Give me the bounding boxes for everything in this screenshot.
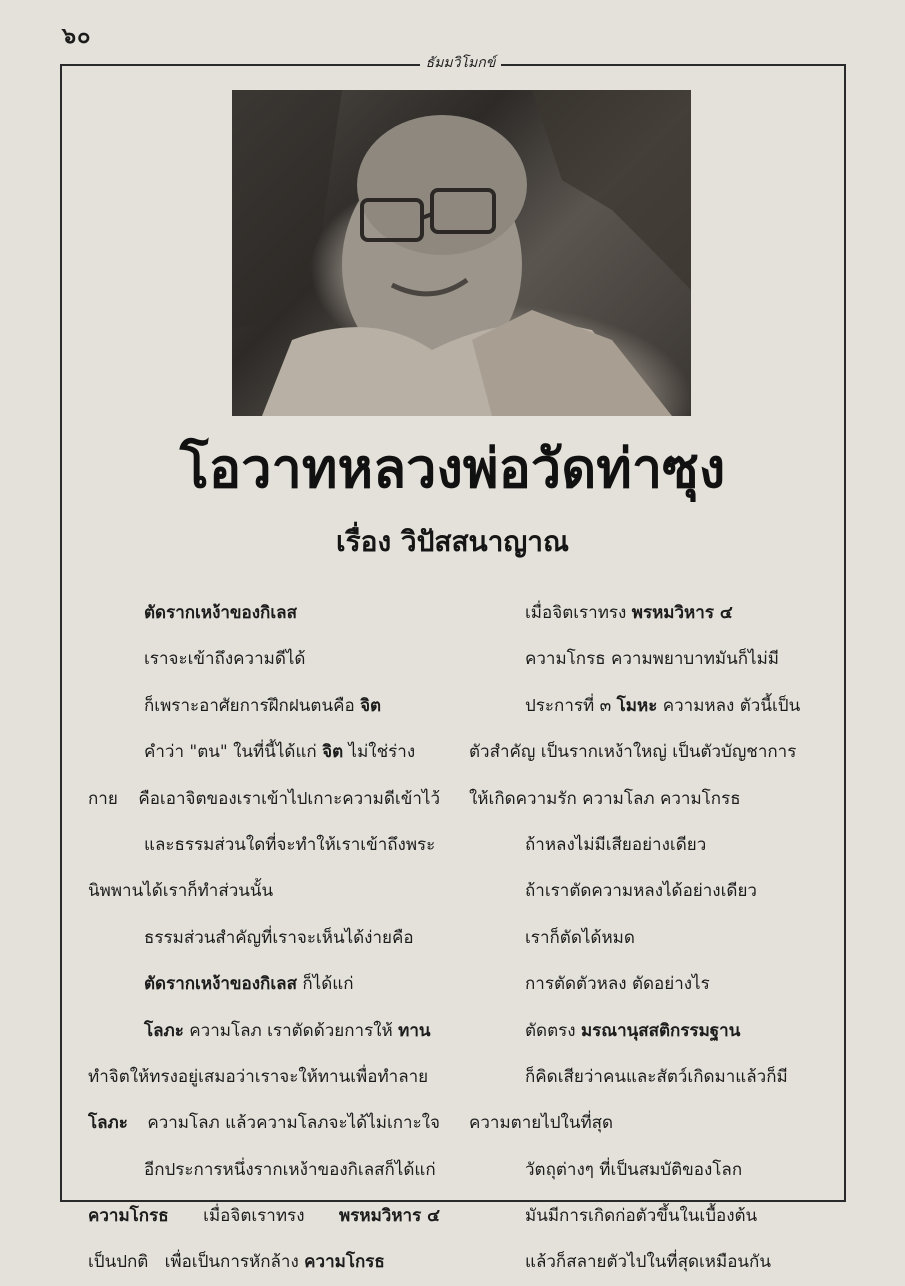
right-line-5: ให้เกิดความรัก ความโลภ ความโกรธ <box>469 788 741 809</box>
running-header <box>0 52 905 74</box>
left-column <box>88 590 440 1286</box>
page-number: ๖๐ <box>62 23 92 49</box>
left-line-5: กาย คือเอาจิตของเราเข้าไปเกาะความดีเข้าไว้ <box>88 788 440 809</box>
article-title: โอวาทหลวงพ่อวัดท่าซุง <box>179 436 726 500</box>
left-line-8: ธรรมส่วนสำคัญที่เราจะเห็นได้ง่ายคือ <box>144 927 414 948</box>
right-line-11: ก็คิดเสียว่าคนและสัตว์เกิดมาแล้วก็มี <box>525 1066 788 1087</box>
left-line-1: ตัดรากเหง้าของกิเลส <box>144 603 297 623</box>
right-line-15: แล้วก็สลายตัวไปในที่สุดเหมือนกัน <box>525 1252 771 1273</box>
left-line-3: ก็เพราะอาศัยการฝึกฝนตนคือ จิต <box>144 695 382 716</box>
portrait-photo <box>232 90 691 416</box>
right-line-13: วัตถุต่างๆ ที่เป็นสมบัติของโลก <box>525 1159 743 1180</box>
left-line-10: โลภะ ความโลภ เราตัดด้วยการให้ ทาน <box>144 1020 431 1041</box>
right-line-2: ความโกรธ ความพยาบาทมันก็ไม่มี <box>525 649 780 670</box>
left-line-6: และธรรมส่วนใดที่จะทำให้เราเข้าถึงพระ <box>144 834 436 855</box>
right-line-6: ถ้าหลงไม่มีเสียอย่างเดียว <box>525 834 707 855</box>
left-line-12: โลภะ ความโลภ แล้วความโลภจะได้ไม่เกาะใจ <box>88 1113 440 1134</box>
article-subtitle: เรื่อง วิปัสสนาญาณ <box>336 525 569 558</box>
left-line-2: เราจะเข้าถึงความดีได้ <box>144 649 306 670</box>
left-line-11: ทำจิตให้ทรงอยู่เสมอว่าเราจะให้ทานเพื่อทำลาย <box>88 1066 429 1087</box>
right-line-7: ถ้าเราตัดความหลงได้อย่างเดียว <box>525 881 757 902</box>
portrait-illustration <box>232 90 691 416</box>
left-line-9: ตัดรากเหง้าของกิเลส ก็ได้แก่ <box>144 974 354 995</box>
left-line-4: คำว่า "ตน" ในที่นี้ได้แก่ จิต ไม่ใช่ร่าง <box>144 742 416 763</box>
right-line-14: มันมีการเกิดก่อตัวขึ้นในเบื้องต้น <box>525 1206 758 1227</box>
right-line-4: ตัวสำคัญ เป็นรากเหง้าใหญ่ เป็นตัวบัญชาการ <box>469 742 797 763</box>
left-line-14: ความโกรธ เมื่อจิตเราทรง พรหมวิหาร ๔ <box>88 1206 440 1227</box>
right-line-12: ความตายไปในที่สุด <box>469 1113 614 1134</box>
right-line-3: ประการที่ ๓ โมหะ ความหลง ตัวนี้เป็น <box>525 695 801 716</box>
right-line-1: เมื่อจิตเราทรง พรหมวิหาร ๔ <box>525 603 733 623</box>
running-header-text: ธัมมวิโมกข์ <box>420 55 502 71</box>
right-line-8: เราก็ตัดได้หมด <box>525 927 635 948</box>
left-line-13: อีกประการหนึ่งรากเหง้าของกิเลสก็ได้แก่ <box>144 1159 436 1180</box>
right-line-9: การตัดตัวหลง ตัดอย่างไร <box>525 974 710 995</box>
left-line-15: เป็นปกติ เพื่อเป็นการหักล้าง ความโกรธ <box>88 1252 385 1273</box>
right-column <box>469 590 825 1286</box>
left-line-7: นิพพานได้เราก็ทำส่วนนั้น <box>88 881 274 902</box>
right-line-10: ตัดตรง มรณานุสสติกรรมฐาน <box>525 1020 741 1041</box>
